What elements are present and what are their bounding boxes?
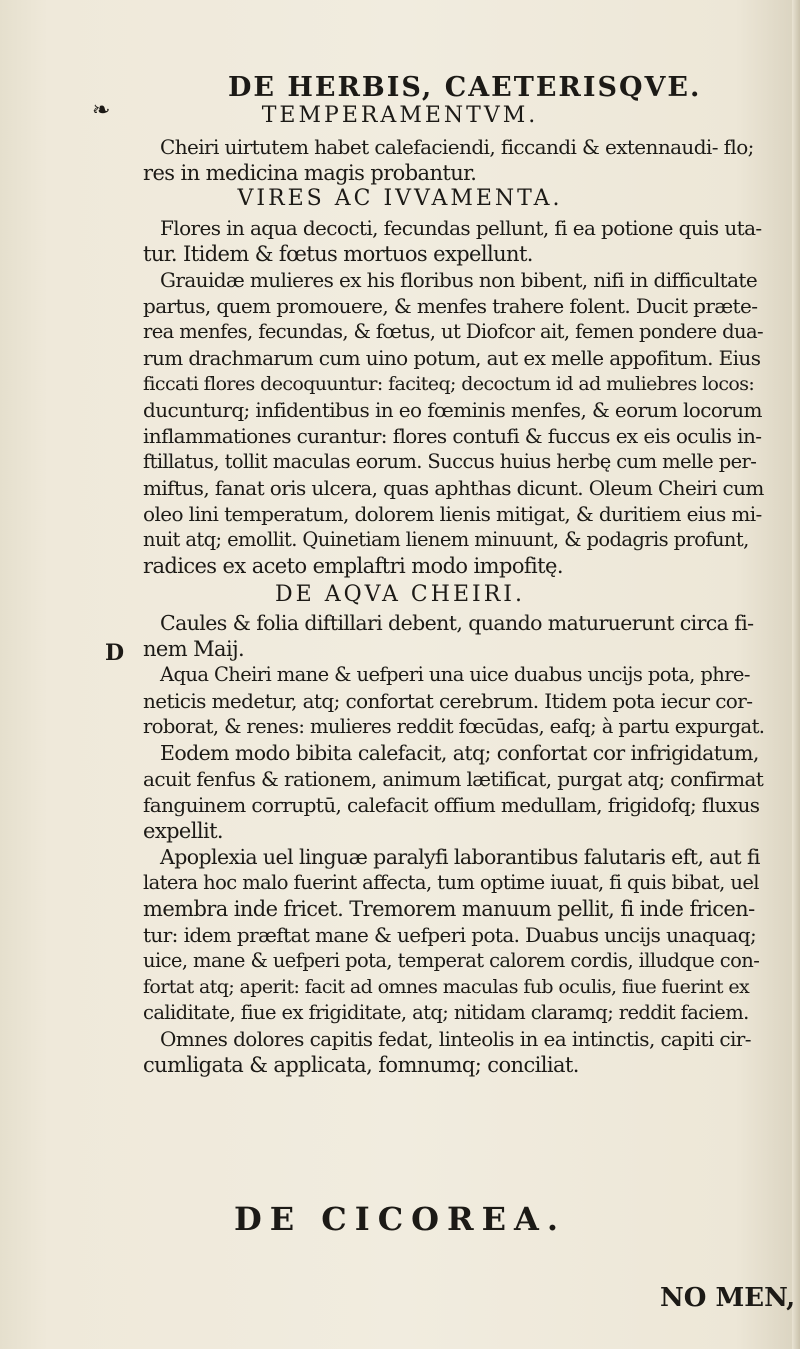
text-line: nem Maij. <box>143 637 245 661</box>
text-line: Grauidæ mulieres ex his floribus non bibent, nifi in difficultate <box>160 268 758 292</box>
text-line: rum drachmarum cum uino potum, aut ex melle appofitum. Eius <box>143 346 761 370</box>
text-line: expellit. <box>143 819 224 843</box>
section-heading-temperamentum: TEMPERAMENTVM. <box>261 103 539 128</box>
text-line: rea menfes, fecundas, & fœtus, ut Diofcor ait, femen pondere dua- <box>143 320 763 343</box>
text-line: fanguinem corruptū, calefacit offium medullam, frigidofq; fluxus <box>143 793 760 817</box>
text-line: ficcati flores decoquuntur: faciteq; decoctum id ad muliebres locos: <box>143 373 755 395</box>
text-line: cumligata & applicata, fomnumq; conciliat. <box>143 1053 579 1077</box>
margin-letter: D <box>105 640 125 666</box>
text-line: acuit fenfus & rationem, animum lætificat, purgat atq; confirmat <box>143 767 764 791</box>
text-line: Omnes dolores capitis fedat, linteolis in ea intinctis, capiti cir- <box>160 1027 751 1051</box>
text-line: roborat, & renes: mulieres reddit fœcūdas, eafq; à partu expurgat. <box>143 715 765 738</box>
catchword: NO MEN, <box>660 1283 796 1313</box>
next-section-heading: DE CICOREA. <box>233 1200 566 1238</box>
text-line: radices ex aceto emplaftri modo impofitę. <box>143 554 563 578</box>
text-line: oleo lini temperatum, dolorem lienis mitigat, & duritiem eius mi- <box>143 502 762 526</box>
text-line: Flores in aqua decocti, fecundas pellunt, fi ea potione quis uta- <box>160 216 762 240</box>
text-line: Cheiri uirtutem habet calefaciendi, ficcandi & extennaudi- flo; <box>160 135 754 159</box>
text-line: tur: idem præftat mane & uefperi pota. Duabus uncijs unaquaq; <box>143 923 757 947</box>
text-line: tur. Itidem & fœtus mortuos expellunt. <box>143 242 533 266</box>
text-line: caliditate, fiue ex frigiditate, atq; nitidam claramq; reddit faciem. <box>143 1001 749 1024</box>
text-line: ducunturq; infidentibus in eo fœminis menfes, & eorum locorum <box>143 398 762 422</box>
text-line: inflammationes curantur: flores contufi & fuccus ex eis oculis in- <box>143 424 762 448</box>
text-line: ftillatus, tollit maculas eorum. Succus huius herbę cum melle per- <box>143 450 757 473</box>
section-heading-aqua-cheiri: DE AQVA CHEIRI. <box>275 582 525 607</box>
text-line: Caules & folia diftillari debent, quando maturuerunt circa fi- <box>160 611 754 635</box>
text-line: partus, quem promouere, & menfes trahere folent. Ducit præte- <box>143 294 758 318</box>
section-heading-vires: VIRES AC IVVAMENTA. <box>237 186 563 211</box>
text-line: miftus, fanat oris ulcera, quas aphthas dicunt. Oleum Cheiri cum <box>143 476 764 500</box>
text-line: latera hoc malo fuerint affecta, tum optime iuuat, fi quis bibat, uel <box>143 871 759 894</box>
text-line: uice, mane & uefperi pota, temperat calorem cordis, illudque con- <box>143 949 760 972</box>
text-line: fortat atq; aperit: facit ad omnes maculas fub oculis, fiue fuerint ex <box>143 976 750 998</box>
text-line: Aqua Cheiri mane & uefperi una uice duabus uncijs pota, phre- <box>160 663 750 686</box>
text-line: membra inde fricet. Tremorem manuum pellit, fi inde fricen- <box>143 897 755 921</box>
text-line: nuit atq; emollit. Quinetiam lienem minuunt, & podagris profunt, <box>143 528 749 551</box>
text-line: Apoplexia uel linguæ paralyfi laborantibus falutaris eft, aut fi <box>160 845 760 869</box>
running-header: DE HERBIS, CAETERISQVE. <box>228 72 702 103</box>
text-line: Eodem modo bibita calefacit, atq; confortat cor infrigidatum, <box>160 741 759 765</box>
text-line: res in medicina magis probantur. <box>143 161 477 185</box>
fleuron-ornament: ❧ <box>92 98 111 123</box>
text-line: neticis medetur, atq; confortat cerebrum. Itidem pota iecur cor- <box>143 689 753 713</box>
